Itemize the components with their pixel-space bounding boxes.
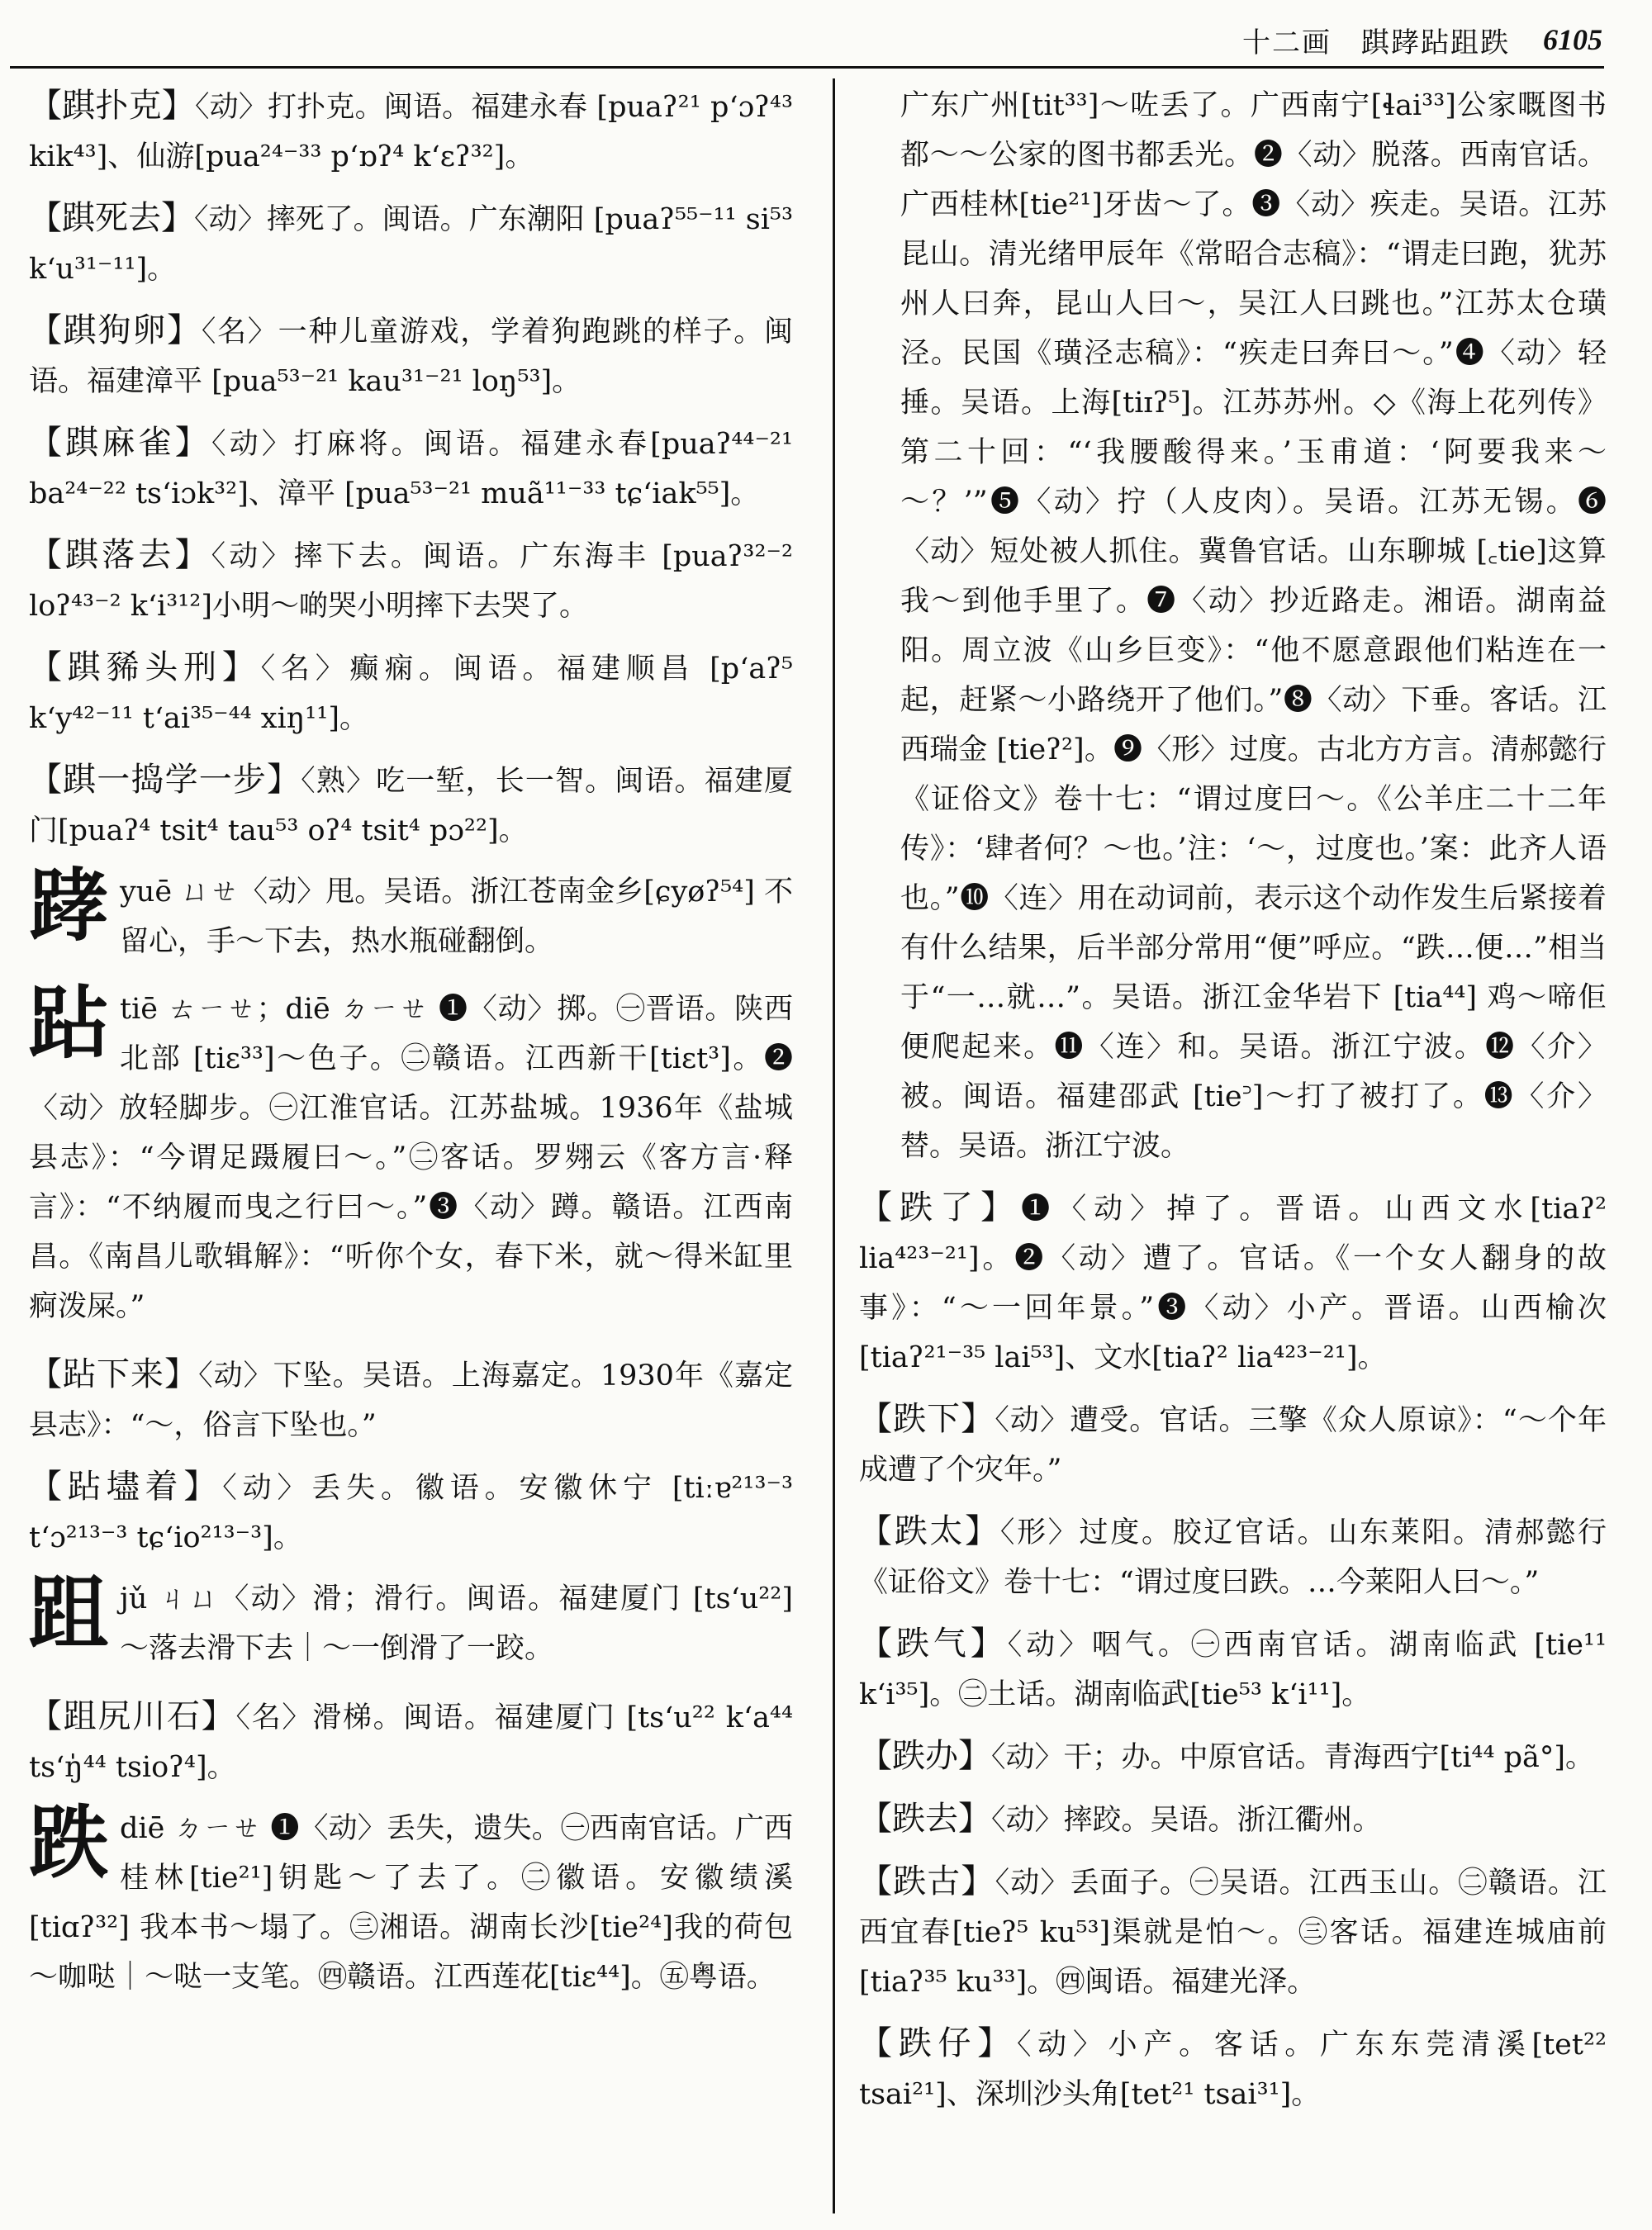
entry xyxy=(859,1394,1607,1495)
char-entry xyxy=(29,1796,793,2002)
headword: 【跌办】 xyxy=(859,1737,991,1775)
definition: 〈动〉干；办。中原官话。青海西宁[ti⁴⁴ pã°]。 xyxy=(991,1741,1595,1774)
entry xyxy=(29,81,793,182)
definition: 〈名〉癫痫。闽语。福建顺昌 [pʻaʔ⁵ kʻy⁴²⁻¹¹ tʻai³⁵⁻⁴⁴ xiŋ¹¹]。 xyxy=(29,652,793,735)
definition: 〈动〉丢失。徽语。安徽休宁 [tiːɐ²¹³⁻³ tʻɔ²¹³⁻³ tɕʻio²¹³⁻³]。 xyxy=(29,1472,793,1554)
right-column xyxy=(859,81,1607,2213)
definition: 〈动〉打扑克。闽语。福建永春 [puaʔ²¹ pʻɔʔ⁴³ kik⁴³]、仙游[pua²⁴⁻³³ pʻɒʔ⁴ kʻɛʔ³²]。 xyxy=(29,91,793,173)
column-divider xyxy=(833,78,835,2213)
headword: 【跌仔】 xyxy=(859,2024,1017,2062)
entry xyxy=(29,1350,793,1450)
definition: 〈动〉咽气。㊀西南官话。湖南临武 [tie¹¹ kʻi³⁵]。㊁土话。湖南临武[tie⁵³ kʻi¹¹]。 xyxy=(859,1629,1607,1711)
headword: 【跌古】 xyxy=(859,1862,995,1900)
char-headword: 跙 xyxy=(29,1566,108,1659)
entry xyxy=(29,418,793,519)
char-headword: 跌 xyxy=(29,1796,108,1889)
definition: 〈熟〉吃一堑，长一智。闽语。福建厦门[puaʔ⁴ tsit⁴ tau⁵³ oʔ⁴ tsit⁴ pɔ²²]。 xyxy=(29,765,793,847)
headword: 【跙尻川石】 xyxy=(29,1697,236,1735)
definition: tiē ㄊㄧㄝ；diē ㄉㄧㄝ ❶〈动〉掷。㊀晋语。陕西北部 [tiɛ³³]～色子。㊁赣语。江西新干[tiɛt³]。❷〈动〉放轻脚步。㊀江淮官话。江苏盐城。1936年《盐城县志》：“今谓足蹑履曰～。”㊁客话。罗翙云《客方言·释言》：“不纳履而曳之行曰～。”❸〈动〉蹲。赣语。江西南昌。《南昌儿歌辑解》：“听你个女，春下米，就～得米缸里痾泼屎。” xyxy=(29,993,793,1323)
entry xyxy=(29,1462,793,1563)
entry xyxy=(859,1506,1607,1607)
entry xyxy=(859,1183,1607,1383)
definition: yuē ㄩㄝ〈动〉甩。吴语。浙江苍南金乡[ɕyøʔ⁵⁴] 不留心，手～下去，热水瓶碰翻倒。 xyxy=(120,875,793,958)
definition: 〈动〉摔下去。闽语。广东海丰 [puaʔ³²⁻² loʔ⁴³⁻² kʻi³¹²]小明～啲哭小明摔下去哭了。 xyxy=(29,540,793,623)
entry xyxy=(859,1794,1607,1845)
definition: 〈动〉下坠。吴语。上海嘉定。1930年《嘉定县志》：“～，俗言下坠也。” xyxy=(29,1359,793,1442)
entry xyxy=(859,1857,1607,2007)
definition: 〈名〉滑梯。闽语。福建厦门 [tsʻu²² kʻa⁴⁴ tsʻŋ̍⁴⁴ tsioʔ⁴]。 xyxy=(29,1701,793,1784)
definition: 〈名〉一种儿童游戏，学着狗跑跳的样子。闽语。福建漳平 [pua⁵³⁻²¹ kau³¹⁻²¹ loŋ⁵³]。 xyxy=(29,316,793,398)
headword: 【踑麻雀】 xyxy=(29,424,211,462)
definition: 〈动〉遭受。官话。三擎《众人原谅》：“～个年成遭了个灾年。” xyxy=(859,1404,1607,1487)
header-rule xyxy=(10,66,1604,69)
entry xyxy=(859,1731,1607,1782)
headword: 【踑死去】 xyxy=(29,199,195,237)
definition: 〈动〉打麻将。闽语。福建永春[puaʔ⁴⁴⁻²¹ ba²⁴⁻²² tsʻiɔk³²]、漳平 [pua⁵³⁻²¹ muã¹¹⁻³³ tɕʻiak⁵⁵]。 xyxy=(29,428,793,510)
headword: 【踑狗卵】 xyxy=(29,311,202,349)
headword: 【跌太】 xyxy=(859,1512,1000,1550)
headword: 【踑扑克】 xyxy=(29,87,195,125)
headword: 【跌了】 xyxy=(859,1189,1022,1226)
entry xyxy=(29,306,793,406)
definition: 〈动〉摔跤。吴语。浙江衢州。 xyxy=(991,1804,1382,1837)
headword: 【跌气】 xyxy=(859,1625,1008,1663)
headword: 【踑豨头刑】 xyxy=(29,648,261,686)
left-column xyxy=(29,81,793,2213)
headword: 【踑一捣学一步】 xyxy=(29,761,301,799)
page-number: 6105 xyxy=(1543,23,1602,56)
headword: 【跕壗着】 xyxy=(29,1468,223,1506)
char-headword: 踍 xyxy=(29,859,108,952)
page-header xyxy=(0,15,1602,64)
section-title: 十二画 踑踍跕跙跌 xyxy=(1242,26,1510,59)
entry xyxy=(29,193,793,294)
headword: 【跌去】 xyxy=(859,1800,991,1838)
entry xyxy=(859,1619,1607,1720)
definition: 〈动〉丢面子。㊀吴语。江西玉山。㊁赣语。江西宜春[tieʔ⁵ ku⁵³]渠就是怕～。㊂客话。福建连城庙前 [tiaʔ³⁵ ku³³]。㊃闽语。福建光泽。 xyxy=(859,1867,1607,1999)
definition: ❶〈动〉掉了。晋语。山西文水[tiaʔ² lia⁴²³⁻²¹]。❷〈动〉遭了。官话。《一个女人翻身的故事》：“～一回年景。”❸〈动〉小产。晋语。山西榆次[tiaʔ²¹⁻³⁵ lai⁵³]、文水[tiaʔ² lia⁴²³⁻²¹]。 xyxy=(859,1193,1607,1374)
definition: 〈形〉过度。胶辽官话。山东莱阳。清郝懿行《证俗文》卷十七：“谓过度曰跌。…今莱阳人曰～。” xyxy=(859,1516,1607,1599)
entry xyxy=(29,530,793,631)
definition: 〈动〉小产。客话。广东东莞清溪[tet²² tsai²¹]、深圳沙头角[tet²¹ tsai³¹]。 xyxy=(859,2028,1607,2111)
headword: 【踑落去】 xyxy=(29,536,211,574)
definition: diē ㄉㄧㄝ ❶〈动〉丢失，遗失。㊀西南官话。广西桂林[tie²¹]钥匙～了去了。㊁徽语。安徽绩溪 [tiɑʔ³²] 我本书～塌了。㊂湘语。湖南长沙[tie²⁴]我的荷包～咖哒｜～哒一支笔。㊃赣语。江西莲花[tiɛ⁴⁴]。㊄粤语。 xyxy=(29,1812,793,1994)
entry xyxy=(29,1691,793,1792)
entry xyxy=(29,643,793,743)
char-entry xyxy=(29,976,793,1331)
char-entry xyxy=(29,1566,793,1673)
continued-definition: 广东广州[tit³³]～咗丢了。广西南宁[ɬai³³]公家嘅图书都～～公家的图书都丢光。❷〈动〉脱落。西南官话。广西桂林[tie²¹]牙齿～了。❸〈动〉疾走。吴语。江苏昆山。清光绪甲辰年《常昭合志稿》：“谓走曰跑，犹苏州人曰奔，昆山人曰～，吴江人曰跳也。”江苏太仓璜泾。民国《璜泾志稿》：“疾走曰奔曰～。”❹〈动〉轻捶。吴语。上海[tiɪʔ⁵]。江苏苏州。◇《海上花列传》第二十回：“‘我腰酸得来。’玉甫道：‘阿要我来～～？’”❺〈动〉拧（人皮肉）。吴语。江苏无锡。❻〈动〉短处被人抓住。冀鲁官话。山东聊城 [꜀tie]这算我～到他手里了。❼〈动〉抄近路走。湘语。湖南益阳。周立波《山乡巨变》：“他不愿意跟他们粘连在一起，赶紧～小路绕开了他们。”❽〈动〉下垂。客话。江西瑞金 [tieʔ²]。❾〈形〉过度。古北方方言。清郝懿行《证俗文》卷十七：“谓过度曰～。《公羊庄二十二年传》：‘肆者何？～也。’注：‘～，过度也。’案：此齐人语也。”❿〈连〉用在动词前，表示这个动作发生后紧接着有什么结果，后半部分常用“便”呼应。“跌…便…”相当于“一…就…”。吴语。浙江金华岩下 [tia⁴⁴] 鸡～啼佢便爬起来。⓫〈连〉和。吴语。浙江宁波。⓬〈介〉被。闽语。福建邵武 [tie꜄]～打了被打了。⓭〈介〉替。吴语。浙江宁波。 xyxy=(900,89,1607,1163)
entry xyxy=(29,755,793,856)
headword: 【跕下来】 xyxy=(29,1355,199,1393)
entry xyxy=(859,2019,1607,2119)
char-entry xyxy=(29,859,793,966)
definition: jǔ ㄐㄩ〈动〉滑；滑行。闽语。福建厦门 [tsʻu²²] ～落去滑下去｜～一倒滑了一跤。 xyxy=(120,1582,793,1665)
headword: 【跌下】 xyxy=(859,1400,995,1438)
char-headword: 跕 xyxy=(29,976,108,1070)
definition: 〈动〉摔死了。闽语。广东潮阳 [puaʔ⁵⁵⁻¹¹ si⁵³ kʻu³¹⁻¹¹]。 xyxy=(29,203,793,286)
